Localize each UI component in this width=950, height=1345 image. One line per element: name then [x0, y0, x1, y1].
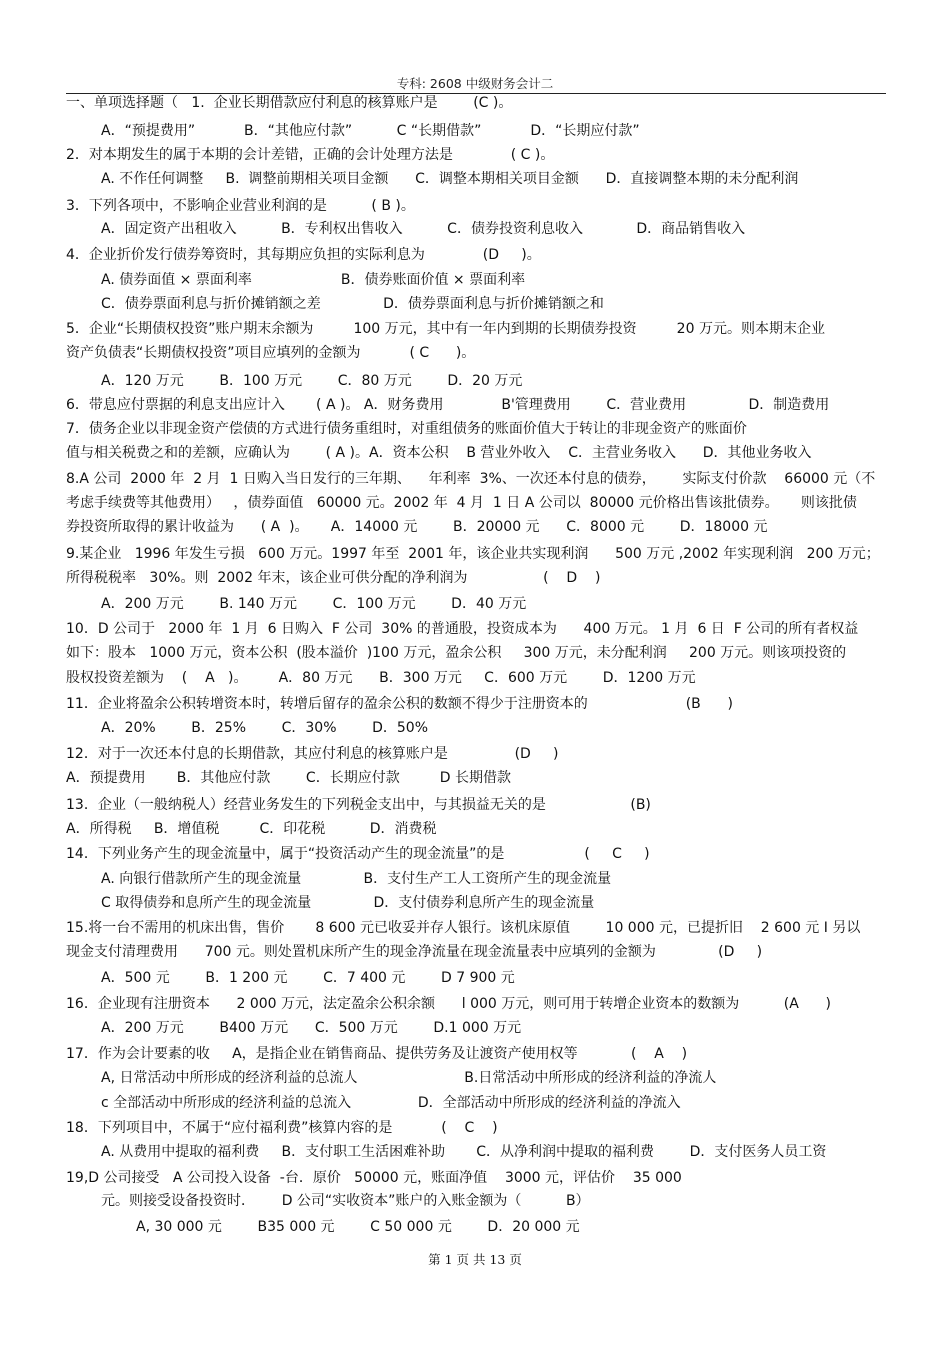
header-rule — [66, 93, 886, 94]
text-line: A．20% B．25% C．30% D．50% — [101, 720, 429, 736]
text-line: c 全部活动中所形成的经济利益的总流入 D．全部活动中所形成的经济利益的净流入 — [101, 1095, 681, 1111]
text-line: A．200 万元 B400 万元 C．500 万元 D.1 000 万元 — [101, 1020, 522, 1036]
text-line: A．120 万元 B．100 万元 C．80 万元 D．20 万元 — [101, 373, 523, 389]
text-line: 如下：股本 1000 万元，资本公积 (股本溢价 )100 万元，盈余公积 300 万元，未分配利润 200 万元。则该项投资的 — [66, 645, 847, 661]
text-line: 13．企业（一般纳税人）经营业务发生的下列税金支出中，与其损益无关的是 (B) — [66, 797, 651, 813]
text-line: A, 日常活动中所形成的经济利益的总流人 B.日常活动中所形成的经济利益的净流人 — [101, 1070, 717, 1086]
text-line: 7．债务企业以非现金资产偿债的方式进行债务重组时，对重组债务的账面价值大于转让的非现金资产的账面价 — [66, 421, 747, 437]
text-line: A．500 元 B．1 200 元 C．7 400 元 D 7 900 元 — [101, 970, 515, 986]
text-line: 资产负债表“长期债权投资”项目应填列的金额为 ( C )。 — [66, 345, 476, 361]
text-line: 9.某企业 1996 年发生亏损 600 万元。1997 年至 2001 年，该企业共实现利润 500 万元 ,2002 年实现利润 200 万元； — [66, 546, 880, 562]
text-line: 17．作为会计要素的收 A，是指企业在销售商品、提供劳务及让渡资产使用权等 ( A ) — [66, 1046, 688, 1062]
text-line: 16．企业现有注册资本 2 000 万元，法定盈余公积余额 l 000 万元，则可用于转增企业资本的数额为 (A ) — [66, 996, 831, 1012]
text-line: 考虑手续费等其他费用） ，债券面值 60000 元。2002 年 4 月 1 日 A 公司以 80000 元价格出售该批债券。 则该批债 — [66, 495, 857, 511]
text-line: A．200 万元 B. 140 万元 C．100 万元 D．40 万元 — [101, 596, 527, 612]
text-line: 11．企业将盈余公积转增资本时，转增后留存的盈余公积的数额不得少于注册资本的 (B ) — [66, 696, 733, 712]
text-line: 现金支付清理费用 700 元。则处置机床所产生的现金净流量在现金流量表中应填列的金额为 (D ) — [66, 944, 763, 960]
text-line: 一、单项选择题（ 1. 企业长期借款应付利息的核算账户是 (C )。 — [66, 95, 513, 111]
text-line: A. 向银行借款所产生的现金流量 B．支付生产工人工资所产生的现金流量 — [101, 871, 612, 887]
text-line: 8.A 公司 2000 年 2 月 1 日购入当日发行的三年期、 年利率 3%、一次还本付息的债券， 实际支付价款 66000 元（不 — [66, 471, 876, 487]
text-line: A. 从费用中提取的福利费 B．支付职工生活困难补助 C．从净利润中提取的福利费 D．支付医务人员工资 — [101, 1144, 827, 1160]
text-line: A．固定资产出租收入 B．专利权出售收入 C．债券投资利息收入 D．商品销售收入 — [101, 221, 746, 237]
text-line: 券投资所取得的累计收益为 ( A )。 A．14000 元 B．20000 元 C．8000 元 D．18000 元 — [66, 519, 768, 535]
text-line: 所得税税率 30%。则 2002 年末，该企业可供分配的净利润为 ( D ) — [66, 570, 601, 586]
text-line: A．“预提费用” B．“其他应付款” C “长期借款” D．“长期应付款” — [101, 123, 640, 139]
text-line: 元。则接受设备投资时． D 公司“实收资本”账户的入账金额为（ B） — [101, 1193, 590, 1209]
text-line: 3．下列各项中，不影响企业营业利润的是 ( B )。 — [66, 198, 415, 214]
text-line: 18．下列项目中，不属于“应付福利费”核算内容的是 ( C ) — [66, 1120, 498, 1136]
page-footer: 第 1 页 共 13 页 — [428, 1252, 522, 1267]
text-line: A．所得税 B．增值税 C．印花税 D．消费税 — [66, 821, 437, 837]
text-line: A, 30 000 元 B35 000 元 C 50 000 元 D．20 000 元 — [136, 1219, 580, 1235]
text-line: A. 债券面值 × 票面利率 B．债券账面价值 × 票面利率 — [101, 272, 526, 288]
text-line: 15.将一台不需用的机床出售，售价 8 600 元已收妥并存人银行。该机床原值 10 000 元，已提折旧 2 600 元 I 另以 — [66, 920, 861, 936]
text-line: C 取得债券和息所产生的现金流量 D．支付债券利息所产生的现金流量 — [101, 895, 595, 911]
text-line: 12．对于一次还本付息的长期借款，其应付利息的核算账户是 (D ) — [66, 746, 559, 762]
page-header: 专科: 2608 中级财务会计二 — [396, 76, 554, 91]
text-line: 4．企业折价发行债券筹资时，其每期应负担的实际利息为 (D )。 — [66, 247, 541, 263]
text-line: C．债券票面利息与折价摊销额之差 D．债券票面利息与折价摊销额之和 — [101, 296, 604, 312]
text-line: 股权投资差额为 ( A )。 A．80 万元 B．300 万元 C．600 万元 D．1200 万元 — [66, 670, 696, 686]
text-line: 10．D 公司于 2000 年 1 月 6 日购入 F 公司 30% 的普通股，投资成本为 400 万元。 1 月 6 日 F 公司的所有者权益 — [66, 621, 859, 637]
text-line: 2．对本期发生的属于本期的会计差错，正确的会计处理方法是 ( C )。 — [66, 147, 555, 163]
text-line: 19,D 公司接受 A 公司投入设备 -台．原价 50000 元，账面净值 3000 元，评估价 35 000 — [66, 1170, 682, 1186]
text-line: 值与相关税费之和的差额，应确认为 ( A )。A．资本公积 B 营业外收入 C．主营业务收入 D．其他业务收入 — [66, 445, 812, 461]
text-line: A. 不作任何调整 B. 调整前期相关项目金额 C．调整本期相关项目金额 D．直接调整本期的未分配利润 — [101, 171, 799, 187]
text-line: 14．下列业务产生的现金流量中，属于“投资活动产生的现金流量”的是 ( C ) — [66, 846, 650, 862]
text-line: A．预提费用 B．其他应付款 C．长期应付款 D 长期借款 — [66, 770, 511, 786]
text-line: 5．企业“长期债权投资”账户期末余额为 100 万元，其中有一年内到期的长期债券投资 20 万元。则本期末企业 — [66, 321, 825, 337]
text-line: 6．带息应付票据的利息支出应计入 ( A )。 A．财务费用 B'管理费用 C．营业费用 D．制造费用 — [66, 397, 830, 413]
